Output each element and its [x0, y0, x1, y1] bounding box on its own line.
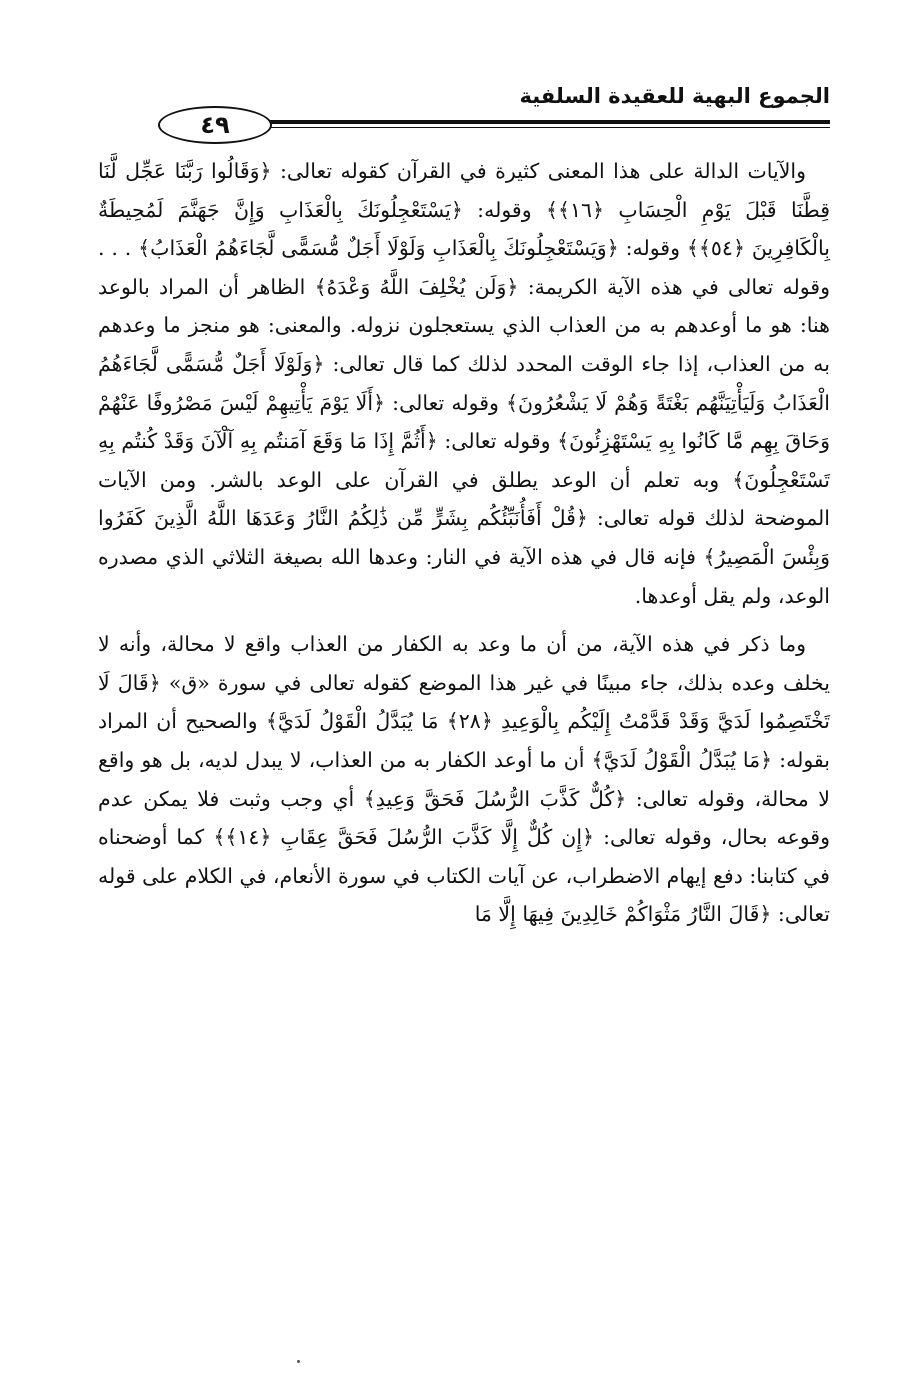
- page-dot-mark: [297, 1360, 300, 1363]
- page-number-badge: ٤٩: [158, 106, 272, 144]
- book-title: الجموع البهية للعقيدة السلفية: [519, 84, 830, 108]
- paragraph-1: والآيات الدالة على هذا المعنى كثيرة في القرآن كقوله تعالى: ﴿وَقَالُوا رَبَّنَا عَجِّل لَّنَا قِطَّنَا قَبْلَ يَوْمِ الْحِسَابِ ﴿١٦﴾﴾ وقوله: ﴿يَسْتَعْجِلُونَكَ بِالْعَذَابِ وَإِنَّ جَهَنَّمَ لَمُحِيطَةٌ بِالْكَافِرِينَ ﴿٥٤﴾﴾ وقوله: ﴿وَيَسْتَعْجِلُونَكَ بِالْعَذَابِ وَلَوْلَا أَجَلٌ مُّسَمًّى لَّجَاءَهُمُ الْعَذَابُ﴾ . . . وقوله تعالى في هذه الآية الكريمة: ﴿وَلَن يُخْلِفَ اللَّهُ وَعْدَهُ﴾ الظاهر أن المراد بالوعد هنا: هو ما أوعدهم به من العذاب الذي يستعجلون نزوله. والمعنى: هو منجز ما وعدهم به من العذاب، إذا جاء الوقت المحدد لذلك كما قال تعالى: ﴿وَلَوْلَا أَجَلٌ مُّسَمًّى لَّجَاءَهُمُ الْعَذَابُ وَلَيَأْتِيَنَّهُم بَغْتَةً وَهُمْ لَا يَشْعُرُونَ﴾ وقوله تعالى: ﴿أَلَا يَوْمَ يَأْتِيهِمْ لَيْسَ مَصْرُوفًا عَنْهُمْ وَحَاقَ بِهِم مَّا كَانُوا بِهِ يَسْتَهْزِئُونَ﴾ وقوله تعالى: ﴿أَثُمَّ إِذَا مَا وَقَعَ آمَنتُم بِهِ آلْآنَ وَقَدْ كُنتُم بِهِ تَسْتَعْجِلُونَ﴾ وبه تعلم أن الوعد يطلق في القرآن على الوعد بالشر. ومن الآيات الموضحة لذلك قوله تعالى: ﴿قُلْ أَفَأُنَبِّئُكُم بِشَرٍّ مِّن ذَٰلِكُمُ النَّارُ وَعَدَهَا اللَّهُ الَّذِينَ كَفَرُوا وَبِئْسَ الْمَصِيرُ﴾ فإنه قال في هذه الآية في النار: وعدها الله بصيغة الثلاثي الذي مصدره الوعد، ولم يقل أوعدها.: [98, 159, 831, 608]
- body-text: [98, 152, 830, 934]
- paragraph-2: وما ذكر في هذه الآية، من أن ما وعد به الكفار من العذاب واقع لا محالة، وأنه لا يخلف وعده بذلك، جاء مبينًا في غير هذا الموضع كقوله تعالى في سورة «ق» ﴿قَالَ لَا تَخْتَصِمُوا لَدَيَّ وَقَدْ قَدَّمْتُ إِلَيْكُم بِالْوَعِيدِ ﴿٢٨﴾ مَا يُبَدَّلُ الْقَوْلُ لَدَيَّ﴾ والصحيح أن المراد بقوله: ﴿مَا يُبَدَّلُ الْقَوْلُ لَدَيَّ﴾ أن ما أوعد الكفار به من العذاب، لا يبدل لديه، بل هو واقع لا محالة، وقوله تعالى: ﴿كُلٌّ كَذَّبَ الرُّسُلَ فَحَقَّ وَعِيدِ﴾ أي وجب وثبت فلا يمكن عدم وقوعه بحال، وقوله تعالى: ﴿إِن كُلٌّ إِلَّا كَذَّبَ الرُّسُلَ فَحَقَّ عِقَابِ ﴿١٤﴾﴾ كما أوضحناه في كتابنا: دفع إيهام الاضطراب، عن آيات الكتاب في سورة الأنعام، في الكلام على قوله تعالى: ﴿قَالَ النَّارُ مَثْوَاكُمْ خَالِدِينَ فِيهَا إِلَّا مَا: [98, 632, 830, 927]
- header-rule-thin: [208, 127, 830, 128]
- page-header: [98, 76, 830, 139]
- header-rule: [208, 120, 830, 124]
